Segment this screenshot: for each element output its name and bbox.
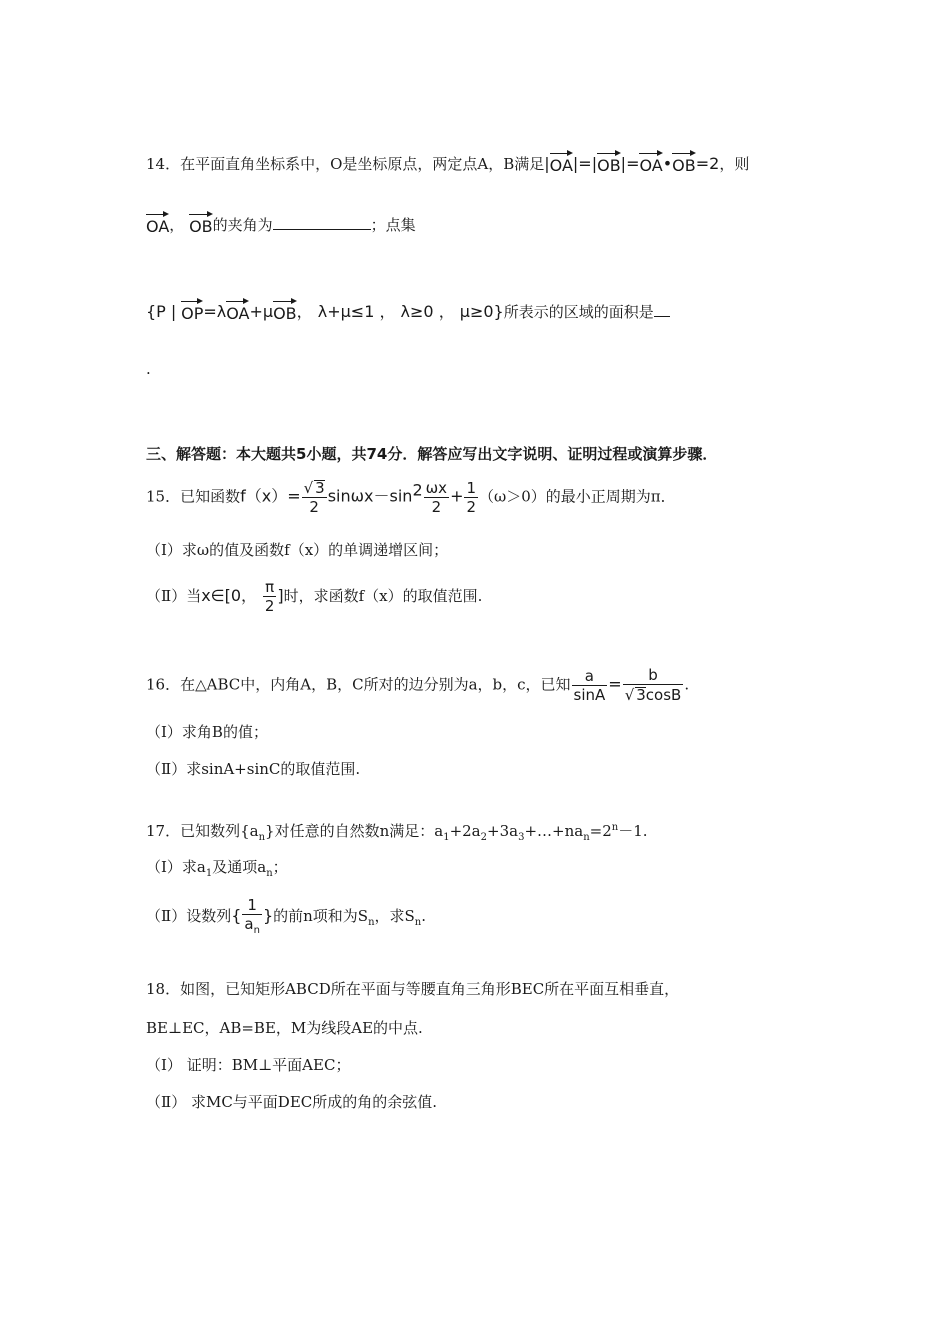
q14-line3	[146, 300, 670, 322]
q15-part2-suffix: 时，求函数f（x）的取值范围.	[283, 587, 483, 605]
q14-eq2: =2	[695, 154, 720, 173]
brace-close: }	[262, 906, 274, 925]
q16-part1: （Ⅰ）求角B的值；	[146, 723, 268, 741]
sin-term: sinωx－sin	[327, 486, 413, 506]
q17-term: +…+na	[524, 822, 584, 840]
q14-abs-eq: |=|	[572, 154, 598, 173]
q18-line1: 18．如图，已知矩形ABCD所在平面与等腰直角三角形BEC所在平面互相垂直，	[146, 980, 680, 998]
subscript: n	[414, 917, 422, 928]
q14-abs-open: |	[544, 154, 550, 173]
fraction-1-over-2: $\frac{1}{2}$	[466, 478, 477, 516]
q14-suffix: ，则	[719, 155, 750, 173]
set-open: {P |	[146, 302, 177, 321]
q14-line2	[146, 213, 416, 235]
q17-part2-text: ，求S	[374, 907, 415, 925]
q17-part2-text: .	[421, 907, 427, 925]
q17-part1-text: 及通项a	[212, 858, 267, 876]
q17-part2-text: 的前n项和为S	[273, 907, 369, 925]
subscript: n	[258, 832, 266, 843]
q16-part2: （Ⅱ）求sinA+sinC的取值范围.	[146, 760, 361, 778]
subscript: n	[583, 832, 590, 843]
q14-line1	[146, 152, 749, 174]
vector-oa: OA	[226, 300, 249, 322]
vector-oa: OA	[639, 152, 662, 174]
answer-blank	[654, 304, 670, 317]
fraction-wx-over-2: $\frac{\omega x}{2}$	[425, 478, 448, 516]
q17-text: }对任意的自然数n满足：a	[265, 822, 444, 840]
q18-part2: （Ⅱ） 求MC与平面DEC所成的角的余弦值.	[146, 1093, 438, 1111]
q16-period: .	[684, 675, 690, 694]
exponent: 2	[412, 480, 423, 500]
fraction-a-over-sina: $\frac{a}{\sin A}$	[573, 666, 606, 704]
q16-statement	[146, 668, 689, 703]
q18-part1: （Ⅰ） 证明：BM⊥平面AEC；	[146, 1056, 351, 1074]
vector-oa: OA	[146, 213, 169, 235]
fraction-1-over-an: $\frac{1}{a_n}$	[244, 896, 260, 936]
q17-part1-text: （Ⅰ）求a	[146, 858, 206, 876]
q15-prefix: 15．已知函数	[146, 487, 241, 506]
section-heading: 三、解答题：本大题共5小题，共74分．解答应写出文字说明、证明过程或演算步骤．	[146, 445, 718, 463]
q14-line4: .	[146, 360, 151, 378]
q15-suffix: （ω＞0）的最小正周期为π．	[479, 487, 676, 506]
answer-blank	[273, 217, 371, 230]
q18-line2: BE⊥EC，AB=BE，M为线段AE的中点.	[146, 1019, 423, 1037]
subscript: n	[266, 868, 273, 879]
q17-prefix: 17．已知数列{a	[146, 822, 259, 840]
q14-point-set-text: ；点集	[370, 216, 416, 234]
vector-oa: OA	[550, 152, 573, 174]
q17-part1	[146, 860, 288, 879]
q15-part2	[146, 580, 482, 614]
q17-term: +3a	[487, 822, 519, 840]
vector-ob: OB	[273, 300, 297, 322]
q16-prefix: 16．在△ABC中，内角A，B，C所对的边分别为a，b，c，已知	[146, 675, 571, 694]
q14-comma: ，	[169, 216, 185, 234]
q14-angle-text: 的夹角为	[212, 216, 273, 234]
q17-term: －1.	[618, 822, 648, 840]
vector-ob: OB	[672, 152, 696, 174]
subscript: 1	[205, 868, 213, 879]
plus-mu: +μ	[249, 302, 274, 321]
plus: +	[450, 486, 464, 506]
q17-part2-prefix: （Ⅱ）设数列	[146, 907, 232, 925]
vector-ob: OB	[189, 213, 213, 235]
fraction-pi-over-2: $\frac{\pi}{2}$	[264, 578, 275, 615]
fraction-b-over-sqrt3cosb: $\frac{b}{√ 3\cos B}$	[624, 666, 682, 704]
subscript: n	[368, 917, 375, 928]
vector-ob: OB	[597, 152, 621, 174]
function-f: f（x）=	[240, 486, 301, 506]
set-conditions: ， λ+μ≤1 ， λ≥0 ， μ≥0}	[296, 302, 504, 321]
dot-product-symbol: •	[662, 154, 673, 173]
q17-term: +2a	[449, 822, 481, 840]
q15-part2-prefix: （Ⅱ）当	[146, 587, 202, 605]
q17-part2	[146, 898, 426, 936]
q17-term: =2	[589, 822, 612, 840]
fraction-sqrt3-over-2: $\frac{√ 3}{2}$	[303, 479, 325, 516]
q14-area-text: 所表示的区域的面积是	[503, 303, 654, 321]
equals: =	[608, 674, 622, 694]
q15-statement	[146, 480, 676, 515]
eq-lambda: =λ	[203, 302, 227, 321]
subscript: 2	[480, 832, 487, 843]
subscript: 1	[443, 832, 450, 843]
interval-close: ]	[277, 586, 284, 605]
vector-op: OP	[181, 300, 203, 322]
q15-part1: （Ⅰ）求ω的值及函数f（x）的单调递增区间；	[146, 541, 449, 559]
brace-open: {	[231, 906, 242, 925]
q17-statement	[146, 823, 648, 843]
interval-open: x∈[0，	[201, 586, 258, 605]
q14-prefix: 14．在平面直角坐标系中，O是坐标原点，两定点A，B满足	[146, 155, 545, 173]
q17-part1-text: ；	[272, 858, 288, 876]
q14-abs-eq2: |=	[620, 154, 640, 173]
subscript: 3	[518, 832, 525, 843]
superscript: n	[611, 822, 619, 833]
